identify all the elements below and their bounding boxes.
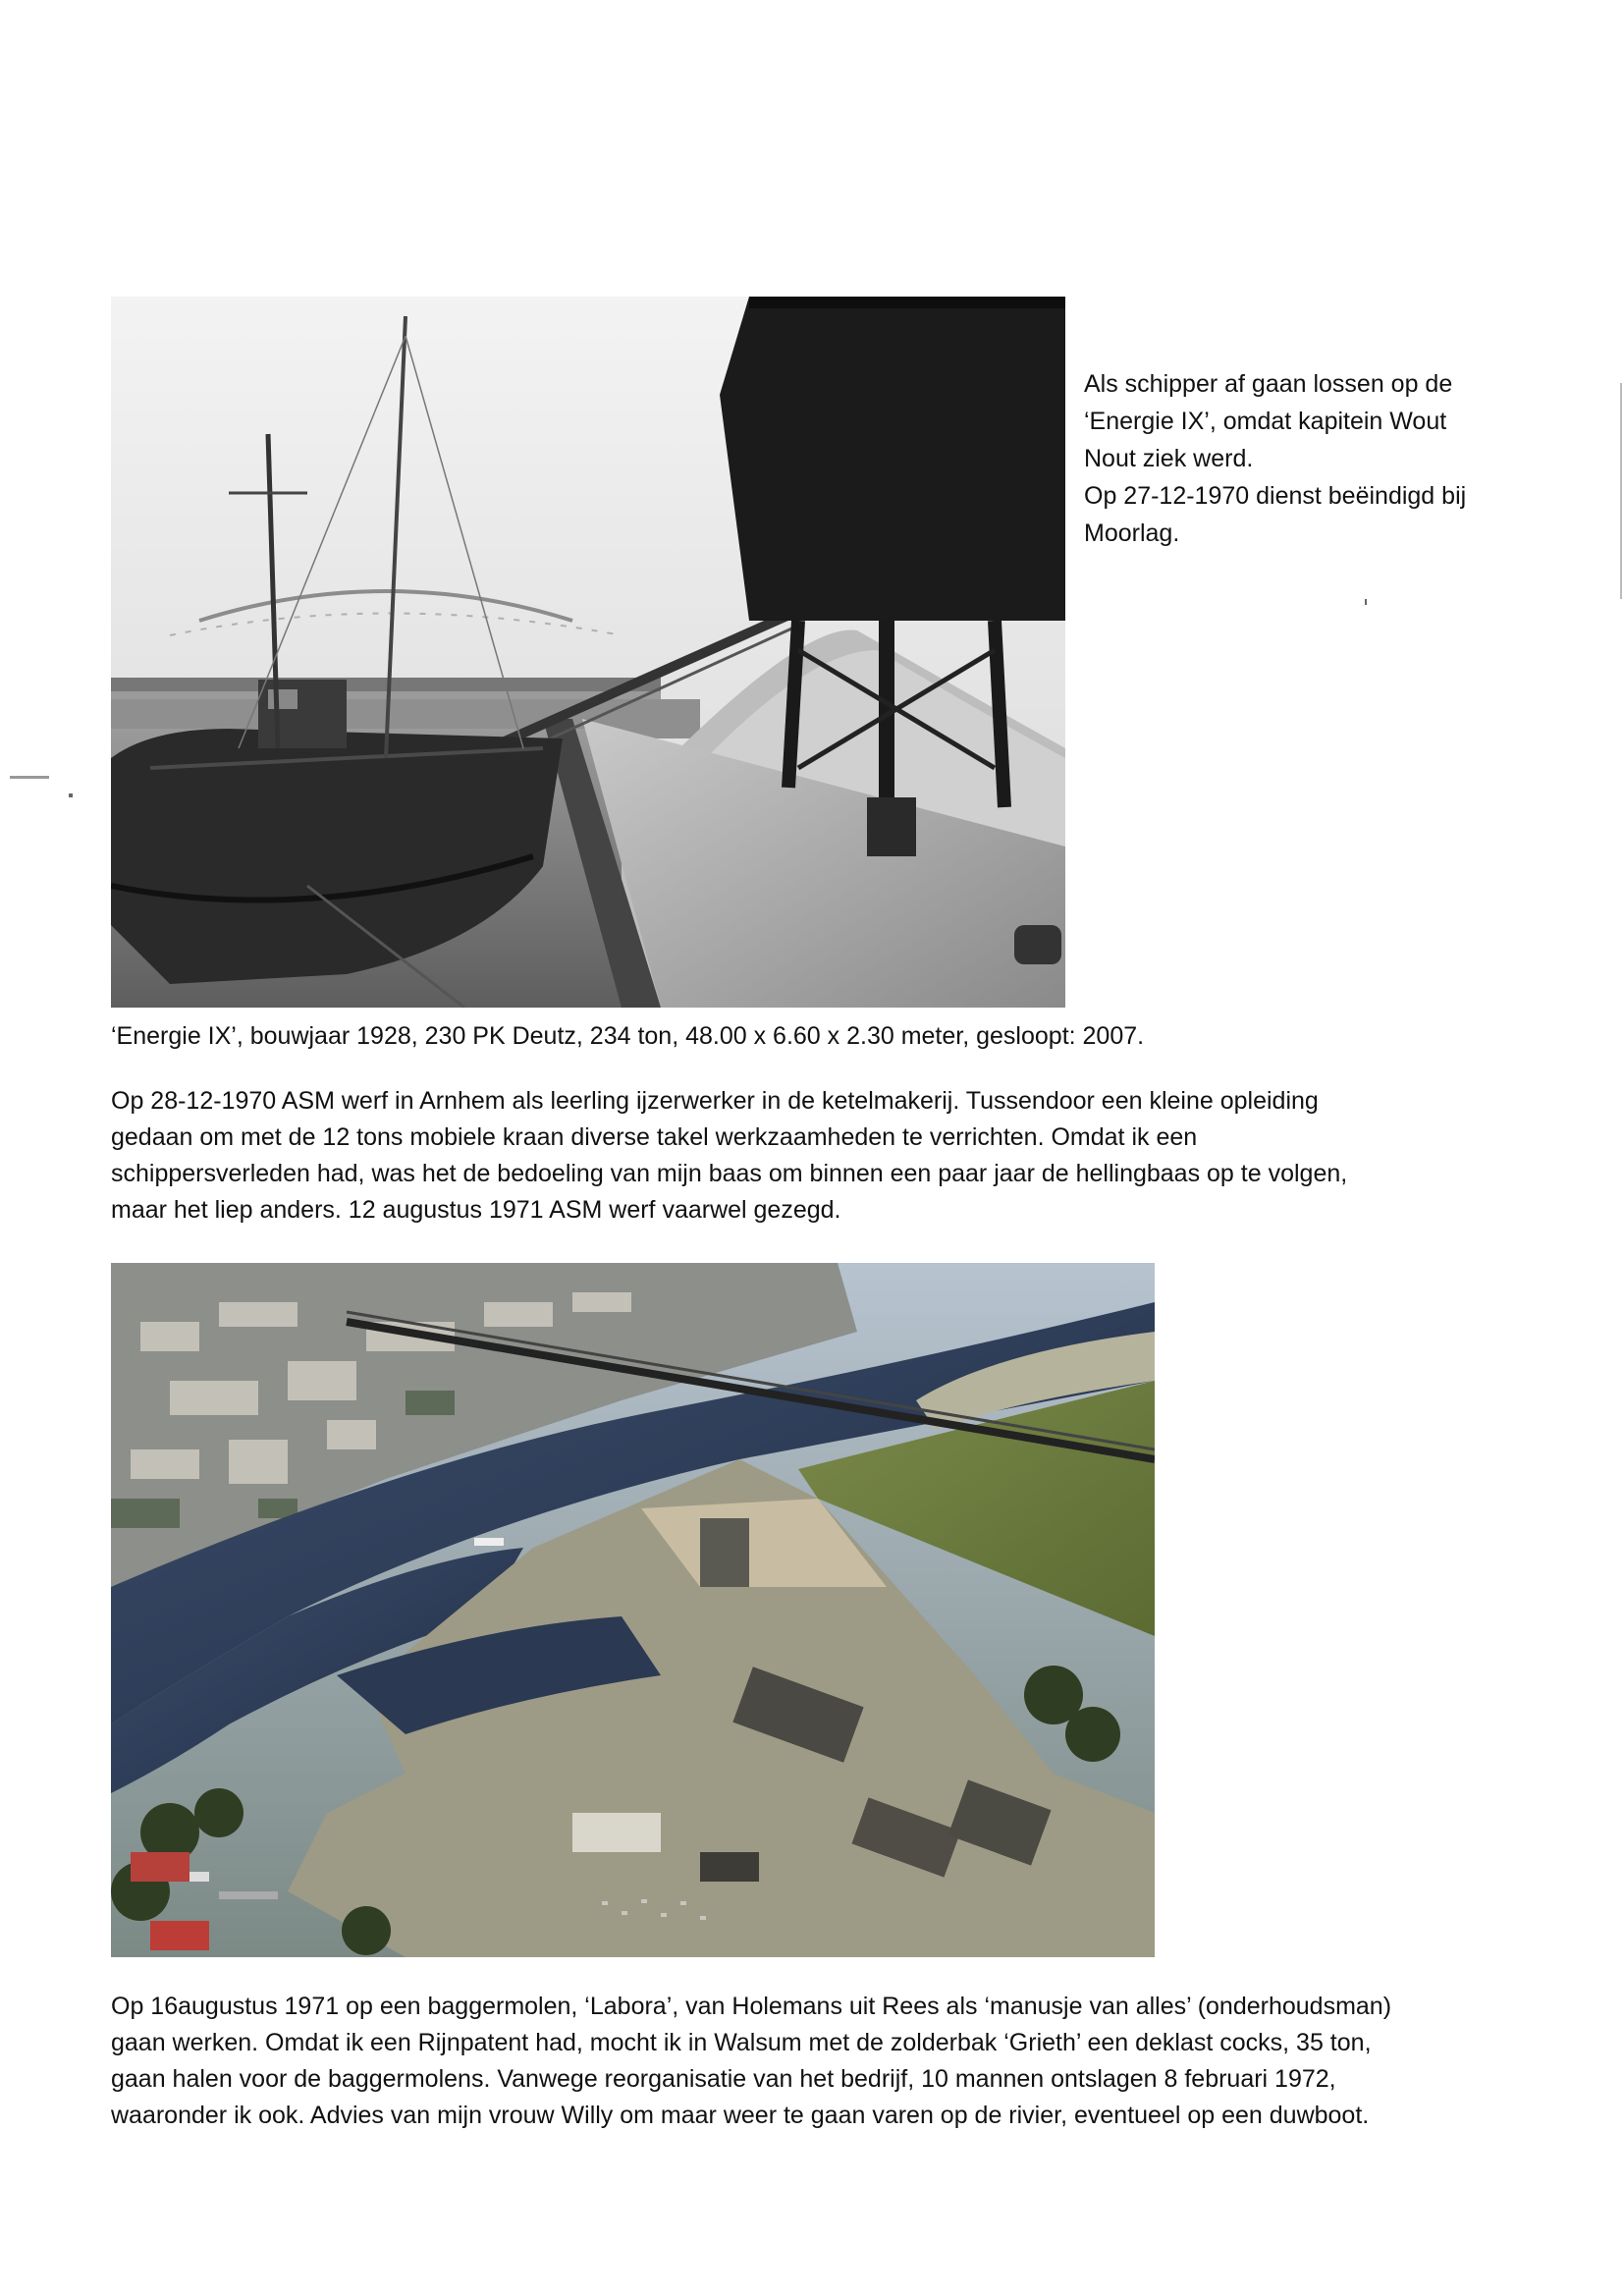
ship-photo <box>111 297 1065 1008</box>
side-note-line: Moorlag. <box>1084 519 1180 547</box>
photo-caption: ‘Energie IX’, bouwjaar 1928, 230 PK Deutz, 234 ton, 48.00 x 6.60 x 2.30 meter, gesloopt: 2007. <box>111 1022 1145 1050</box>
paragraph-line: gedaan om met de 12 tons mobiele kraan diverse takel werkzaamheden te verrichten. Omdat ik een <box>111 1123 1198 1151</box>
scan-speck <box>1620 383 1622 599</box>
paragraph-1 <box>111 1083 1347 1229</box>
ship-photo-image <box>111 297 1065 1008</box>
side-note <box>1084 365 1545 552</box>
paragraph-line: Op 16augustus 1971 op een baggermolen, ‘Labora’, van Holemans uit Rees als ‘manusje van alles’ (onderhoudsman) <box>111 1993 1392 2020</box>
paragraph-line: gaan werken. Omdat ik een Rijnpatent had, mocht ik in Walsum met de zolderbak ‘Grieth’ een deklast cocks, 35 ton, <box>111 2029 1372 2056</box>
aerial-photo-image <box>111 1263 1155 1957</box>
aerial-shipyard-photo <box>111 1263 1155 1957</box>
paragraph-2 <box>111 1989 1391 2134</box>
side-note-line: Op 27-12-1970 dienst beëindigd bij <box>1084 482 1467 510</box>
side-note-line: Nout ziek werd. <box>1084 445 1254 472</box>
scan-speck <box>10 776 49 779</box>
side-note-line: Als schipper af gaan lossen op de <box>1084 370 1453 398</box>
paragraph-line: Op 28-12-1970 ASM werf in Arnhem als leerling ijzerwerker in de ketelmakerij. Tussendoor een kleine opleiding <box>111 1087 1319 1115</box>
scan-speck <box>69 793 73 797</box>
paragraph-line: schippersverleden had, was het de bedoeling van mijn baas om binnen een paar jaar de hellingbaas op te volgen, <box>111 1160 1348 1187</box>
side-note-line: ‘Energie IX’, omdat kapitein Wout <box>1084 408 1447 435</box>
paragraph-line: maar het liep anders. 12 augustus 1971 ASM werf vaarwel gezegd. <box>111 1196 841 1224</box>
scan-speck <box>1365 599 1367 605</box>
paragraph-line: waaronder ik ook. Advies van mijn vrouw Willy om maar weer te gaan varen op de rivier, eventueel op een duwboot. <box>111 2102 1370 2129</box>
paragraph-line: gaan halen voor de baggermolens. Vanwege reorganisatie van het bedrijf, 10 mannen ontslagen 8 februari 1972, <box>111 2065 1336 2093</box>
